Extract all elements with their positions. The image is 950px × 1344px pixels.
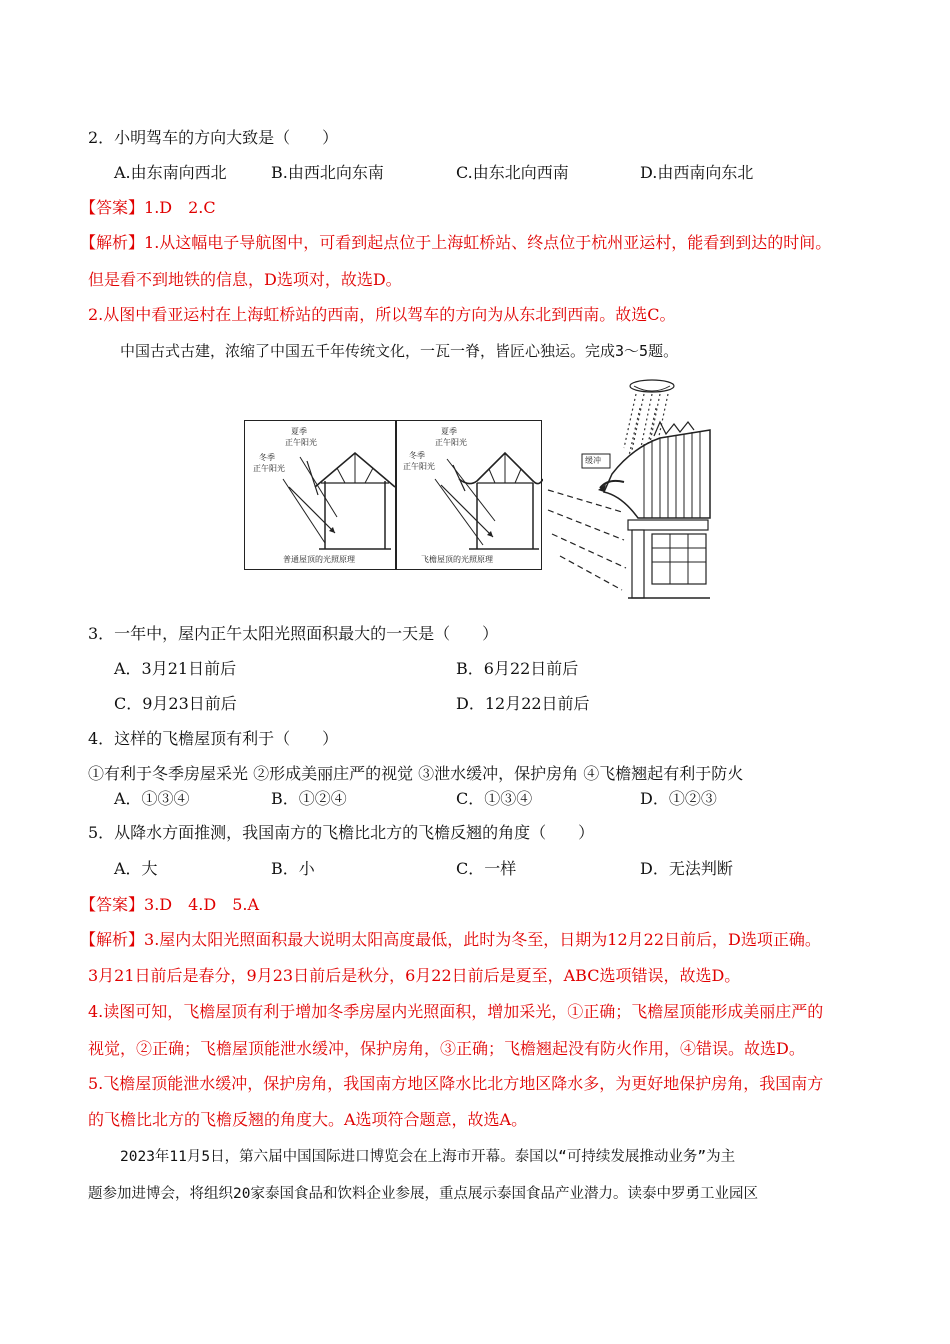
analysis-2-line-5: 5.飞檐屋顶能泄水缓冲，保护房角，我国南方地区降水比北方地区降水多，为更好地保护房角，我国南方 xyxy=(88,1074,824,1093)
q5-option-a: A．大 xyxy=(114,859,158,878)
roof-sunlight-figure xyxy=(244,378,712,600)
q4-option-b: B．①②④ xyxy=(271,789,347,808)
answer-label: 【答案】 xyxy=(80,895,145,914)
q2-option-a: A.由东南向西北 xyxy=(114,163,227,182)
analysis-1-line-2: 但是看不到地铁的信息，D选项对，故选D。 xyxy=(88,270,402,289)
intro-expo-line-1: 2023年11月5日，第六届中国国际进口博览会在上海市开幕。泰国以“可持续发展推动业务”为主 xyxy=(120,1149,736,1165)
eave-roof-diagram: 夏季 正午阳光 冬季 正午阳光 飞檐屋顶的光照原理 xyxy=(396,420,542,570)
q5-option-c: C．一样 xyxy=(456,859,517,878)
analysis-label: 【解析】 xyxy=(80,233,145,252)
q5-option-d: D．无法判断 xyxy=(640,859,733,878)
q4-option-a: A．①③④ xyxy=(114,789,190,808)
q2-option-c: C.由东北向西南 xyxy=(456,163,569,182)
analysis-1-line-3: 2.从图中看亚运村在上海虹桥站的西南，所以驾车的方向为从东北到西南。故选C。 xyxy=(88,305,676,324)
buffer-label: 缓冲 xyxy=(585,456,601,465)
answer-text: 3.D 4.D 5.A xyxy=(144,895,260,914)
eave-rain-drawing xyxy=(542,378,712,600)
analysis-2-line-4: 视觉，②正确；飞檐屋顶能泄水缓冲，保护房角，③正确；飞檐翘起没有防火作用，④错误。故选D。 xyxy=(88,1039,805,1058)
ordinary-roof-diagram: 夏季 正午阳光 冬季 正午阳光 普通屋顶的光照原理 xyxy=(244,420,396,570)
right-caption: 飞檐屋顶的光照原理 xyxy=(421,555,493,564)
analysis-2-line-1: 【解析】3.屋内太阳光照面积最大说明太阳高度最低，此时为冬至，日期为12月22日前后，D选项正确。 xyxy=(80,930,821,949)
q3-stem: 3．一年中，屋内正午太阳光照面积最大的一天是（ ） xyxy=(88,624,499,643)
analysis-2-line-6: 的飞檐比北方的飞檐反翘的角度大。A选项符合题意，故选A。 xyxy=(88,1110,528,1129)
answer-text: 1.D 2.C xyxy=(144,198,216,217)
q4-option-d: D．①②③ xyxy=(640,789,717,808)
q2-stem: 2．小明驾车的方向大致是（ ） xyxy=(88,128,339,147)
q5-option-b: B．小 xyxy=(271,859,315,878)
left-caption: 普通屋顶的光照原理 xyxy=(283,555,355,564)
q2-option-b: B.由西北向东南 xyxy=(271,163,384,182)
q3-option-d: D．12月22日前后 xyxy=(456,694,590,713)
analysis-label: 【解析】 xyxy=(80,930,145,949)
answer-label: 【答案】 xyxy=(80,198,145,217)
q2-option-d: D.由西南向东北 xyxy=(640,163,754,182)
q4-statements: ①有利于冬季房屋采光 ②形成美丽庄严的视觉 ③泄水缓冲，保护房角 ④飞檐翘起有利于防火 xyxy=(88,764,744,783)
analysis-2-line-3: 4.读图可知，飞檐屋顶有利于增加冬季房屋内光照面积，增加采光，①正确；飞檐屋顶能形成美丽庄严的 xyxy=(88,1002,824,1021)
answer-block-2 xyxy=(80,895,259,915)
analysis-2-line-2: 3月21日前后是春分，9月23日前后是秋分，6月22日前后是夏至，ABC选项错误，故选D。 xyxy=(88,966,741,985)
answer-block-1 xyxy=(80,198,216,218)
intro-3-5: 中国古式古建，浓缩了中国五千年传统文化，一瓦一脊，皆匠心独运。完成3～5题。 xyxy=(120,342,679,360)
q4-option-c: C．①③④ xyxy=(456,789,533,808)
intro-expo-line-2: 题参加进博会，将组织20家泰国食品和饮料企业参展，重点展示泰国食品产业潜力。读泰中罗勇工业园区 xyxy=(88,1186,758,1202)
q3-option-b: B．6月22日前后 xyxy=(456,659,579,678)
q3-option-a: A．3月21日前后 xyxy=(114,659,237,678)
analysis-1-line-1: 【解析】1.从这幅电子导航图中，可看到起点位于上海虹桥站、终点位于杭州亚运村，能看到到达的时间。 xyxy=(80,233,832,252)
q3-option-c: C．9月23日前后 xyxy=(114,694,237,713)
q4-stem: 4．这样的飞檐屋顶有利于（ ） xyxy=(88,729,339,748)
q5-stem: 5．从降水方面推测，我国南方的飞檐比北方的飞檐反翘的角度（ ） xyxy=(88,823,595,842)
